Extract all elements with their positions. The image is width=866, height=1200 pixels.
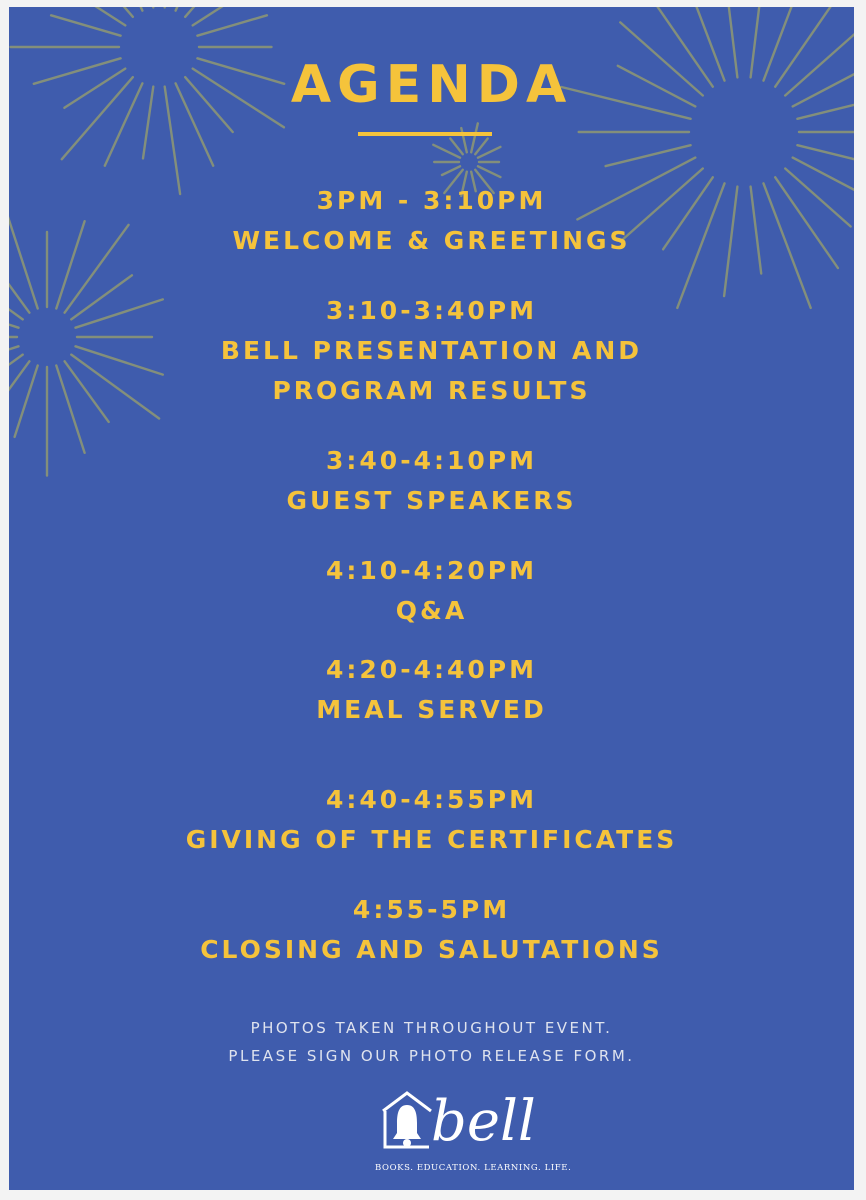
agenda-activity: WELCOME & GREETINGS bbox=[232, 226, 631, 255]
agenda-poster bbox=[9, 7, 854, 1190]
agenda-activity: BELL PRESENTATION AND bbox=[220, 336, 643, 365]
agenda-activity: CLOSING AND SALUTATIONS bbox=[200, 935, 663, 964]
agenda-activity: GUEST SPEAKERS bbox=[286, 486, 577, 515]
bell-house-icon bbox=[377, 1089, 437, 1155]
firework-ray bbox=[478, 147, 500, 158]
note-line: PLEASE SIGN OUR PHOTO RELEASE FORM. bbox=[228, 1047, 635, 1065]
firework-ray bbox=[197, 15, 267, 35]
bell-logo bbox=[375, 1087, 575, 1177]
firework-ray bbox=[797, 145, 854, 171]
agenda-title: AGENDA bbox=[290, 55, 573, 115]
agenda-item-6 bbox=[9, 780, 854, 860]
firework-ray bbox=[442, 166, 460, 175]
agenda-time: 3PM - 3:10PM bbox=[316, 186, 547, 215]
agenda-time: 4:20-4:40PM bbox=[326, 655, 537, 684]
agenda-time: 3:10-3:40PM bbox=[326, 296, 537, 325]
firework-ray bbox=[51, 15, 121, 35]
agenda-item-5 bbox=[9, 650, 854, 730]
agenda-activity: PROGRAM RESULTS bbox=[272, 376, 591, 405]
title-underline bbox=[358, 132, 492, 136]
firework-ray bbox=[475, 139, 488, 155]
agenda-item-1 bbox=[9, 181, 854, 261]
firework-ray bbox=[478, 166, 500, 177]
photo-release-note bbox=[9, 1014, 854, 1070]
agenda-time: 4:10-4:20PM bbox=[326, 556, 537, 585]
agenda-activity: Q&A bbox=[395, 596, 468, 625]
agenda-item-2 bbox=[9, 291, 854, 411]
agenda-time: 4:40-4:55PM bbox=[326, 785, 537, 814]
firework-ray bbox=[49, 7, 125, 25]
logo-tagline: BOOKS. EDUCATION. LEARNING. LIFE. bbox=[375, 1163, 572, 1173]
agenda-item-7 bbox=[9, 890, 854, 970]
agenda-activity: GIVING OF THE CERTIFICATES bbox=[185, 825, 678, 854]
agenda-item-4 bbox=[9, 551, 854, 631]
agenda-time: 3:40-4:10PM bbox=[326, 446, 537, 475]
note-line: PHOTOS TAKEN THROUGHOUT EVENT. bbox=[250, 1019, 613, 1037]
agenda-item-3 bbox=[9, 441, 854, 521]
firework-ray bbox=[606, 145, 691, 166]
agenda-time: 4:55-5PM bbox=[352, 895, 511, 924]
agenda-activity: MEAL SERVED bbox=[316, 695, 547, 724]
firework-ray bbox=[450, 139, 463, 155]
firework-ray bbox=[471, 123, 478, 152]
logo-wordmark: bell bbox=[431, 1089, 536, 1154]
